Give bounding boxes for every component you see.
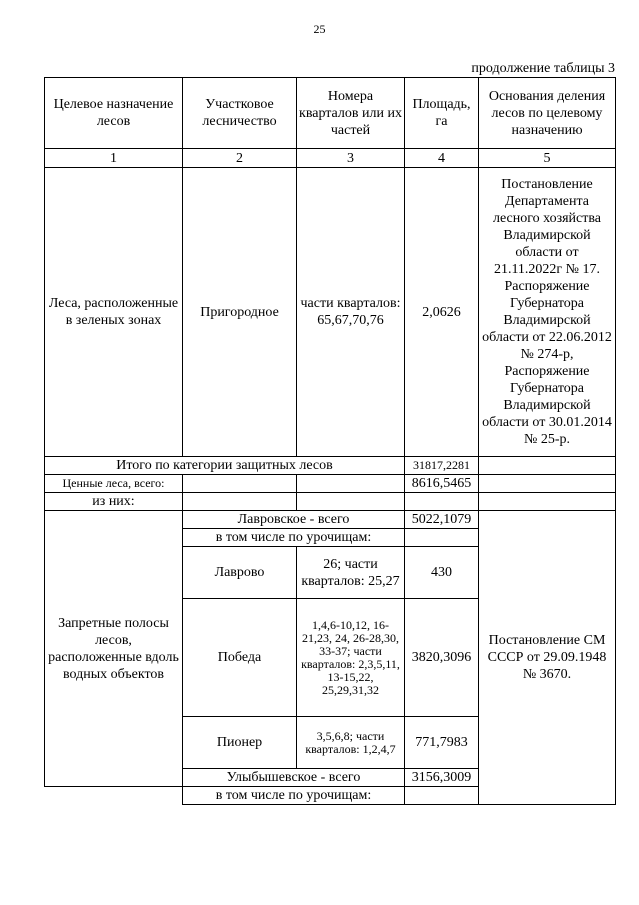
green-zone-row: [45, 168, 616, 457]
total-protective-label: Итого по категории защитных лесов: [45, 457, 405, 475]
empty-cell: [479, 475, 616, 493]
header-quarters: Номера кварталов или их частей: [297, 78, 405, 149]
empty-cell: [297, 475, 405, 493]
green-zone-basis: Постановление Департамента лесного хозяйства Владимирской области от 21.11.2022г № 17. Распоряжение Губернатора Владимирской области от 22.06.2012 № 274-р, Распоряжение Губернатора Владимирской области от 30.01.2014 № 25-р.: [479, 168, 616, 457]
empty-cell: [405, 529, 479, 547]
valuable-forests-row: [45, 475, 616, 493]
empty-cell: [297, 493, 405, 511]
page-number: 25: [313, 22, 326, 36]
of-which-row: [45, 493, 616, 511]
column-number: 5: [479, 149, 616, 168]
empty-cell: [183, 475, 297, 493]
table-continuation-label: продолжение таблицы 3: [471, 61, 615, 76]
valuable-forests-label: Ценные леса, всего:: [45, 475, 183, 493]
empty-cell: [479, 457, 616, 475]
column-number: 1: [45, 149, 183, 168]
lavrovskoe-total-area: 5022,1079: [405, 511, 479, 529]
lavrovskoe-total-row: [45, 511, 616, 529]
green-zone-district: Пригородное: [183, 168, 297, 457]
restricted-strips-basis: Постановление СМ СССР от 29.09.1948 № 3670.: [479, 511, 616, 805]
tract-name: Победа: [183, 599, 297, 717]
total-protective-row: [45, 457, 616, 475]
tract-quarters: 3,5,6,8; части кварталов: 1,2,4,7: [297, 717, 405, 769]
table-header-row: [45, 78, 616, 149]
green-zone-purpose: Леса, расположенные в зеленых зонах: [45, 168, 183, 457]
empty-cell: [45, 787, 183, 805]
forest-purpose-table: [44, 77, 616, 805]
ulybyshevskoe-total-label: Улыбышевское - всего: [183, 769, 405, 787]
tract-quarters: 26; части кварталов: 25,27: [297, 547, 405, 599]
header-district: Участковое лесничество: [183, 78, 297, 149]
column-number: 3: [297, 149, 405, 168]
empty-cell: [405, 787, 479, 805]
valuable-forests-area: 8616,5465: [405, 475, 479, 493]
header-basis: Основания деления лесов по целевому назначению: [479, 78, 616, 149]
empty-cell: [183, 493, 297, 511]
header-area: Площадь, га: [405, 78, 479, 149]
lavrovskoe-total-label: Лавровское - всего: [183, 511, 405, 529]
column-number: 2: [183, 149, 297, 168]
tract-area: 430: [405, 547, 479, 599]
green-zone-quarters: части кварталов: 65,67,70,76: [297, 168, 405, 457]
column-number-row: [45, 149, 616, 168]
header-purpose: Целевое назначение лесов: [45, 78, 183, 149]
ulybyshevskoe-total-area: 3156,3009: [405, 769, 479, 787]
including-tracts-label: в том числе по урочищам:: [183, 529, 405, 547]
of-which-label: из них:: [45, 493, 183, 511]
total-protective-area: 31817,2281: [405, 457, 479, 475]
including-tracts-label: в том числе по урочищам:: [183, 787, 405, 805]
tract-name: Лаврово: [183, 547, 297, 599]
column-number: 4: [405, 149, 479, 168]
green-zone-area: 2,0626: [405, 168, 479, 457]
restricted-strips-purpose: Запретные полосы лесов, расположенные вдоль водных объектов: [45, 511, 183, 787]
empty-cell: [405, 493, 479, 511]
tract-name: Пионер: [183, 717, 297, 769]
tract-area: 771,7983: [405, 717, 479, 769]
empty-cell: [479, 493, 616, 511]
tract-area: 3820,3096: [405, 599, 479, 717]
tract-quarters: 1,4,6-10,12, 16-21,23, 24, 26-28,30, 33-37; части кварталов: 2,3,5,11, 13-15,22, 25,29,31,32: [297, 599, 405, 717]
